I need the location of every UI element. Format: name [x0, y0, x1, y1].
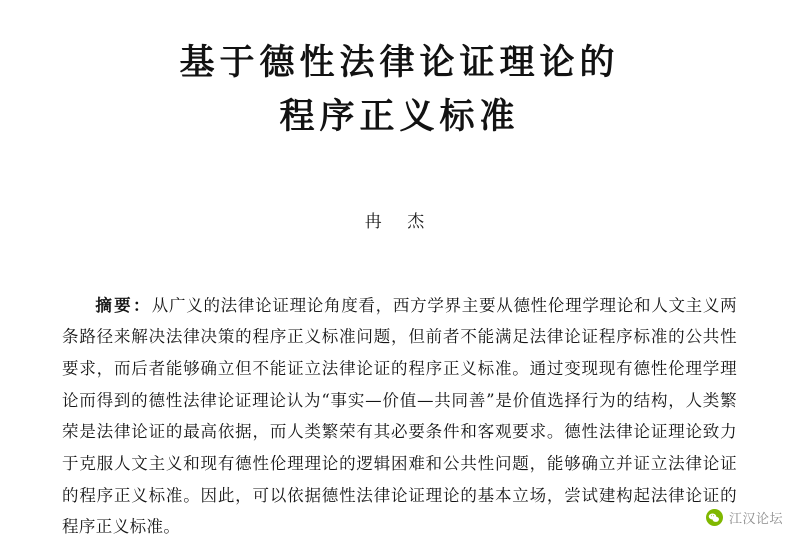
author-name: 冉 杰 [364, 211, 435, 232]
author-block [62, 207, 737, 232]
watermark [706, 508, 783, 527]
abstract-label: 摘要： [95, 295, 152, 315]
watermark-label: 江汉论坛 [728, 512, 783, 527]
page-title-line-2: 程序正义标准 [279, 96, 520, 138]
page-title-line-1: 基于德性法律论证理论的 [179, 42, 620, 83]
abstract-text: 从广义的法律论证理论角度看，西方学界主要从德性伦理学理论和人文主义两条路径来解决法律决策的程序正义标准问题，但前者不能满足法律论证程序标准的公共性要求，而后者能够确立但不能证立法律论证的程序正义标准。通过变现现有德性伦理学理论而得到的德性法律论证理论认为“事实—价值—共同善”是价值选择行为的结构，人类繁荣是法律论证的最高依据，而人类繁荣有其必要条件和客观要求。德性法律论证理论致力于克服人文主义和现有德性伦理理论的逻辑困难和公共性问题，能够确立并证立法律论证的程序正义标准。因此，可以依据德性法律论证理论的基本立场，尝试建构起法律论证的程序正义标准。 [62, 295, 738, 537]
wechat-logo-icon [706, 509, 723, 526]
abstract-block [62, 290, 737, 543]
title-block [62, 0, 737, 145]
